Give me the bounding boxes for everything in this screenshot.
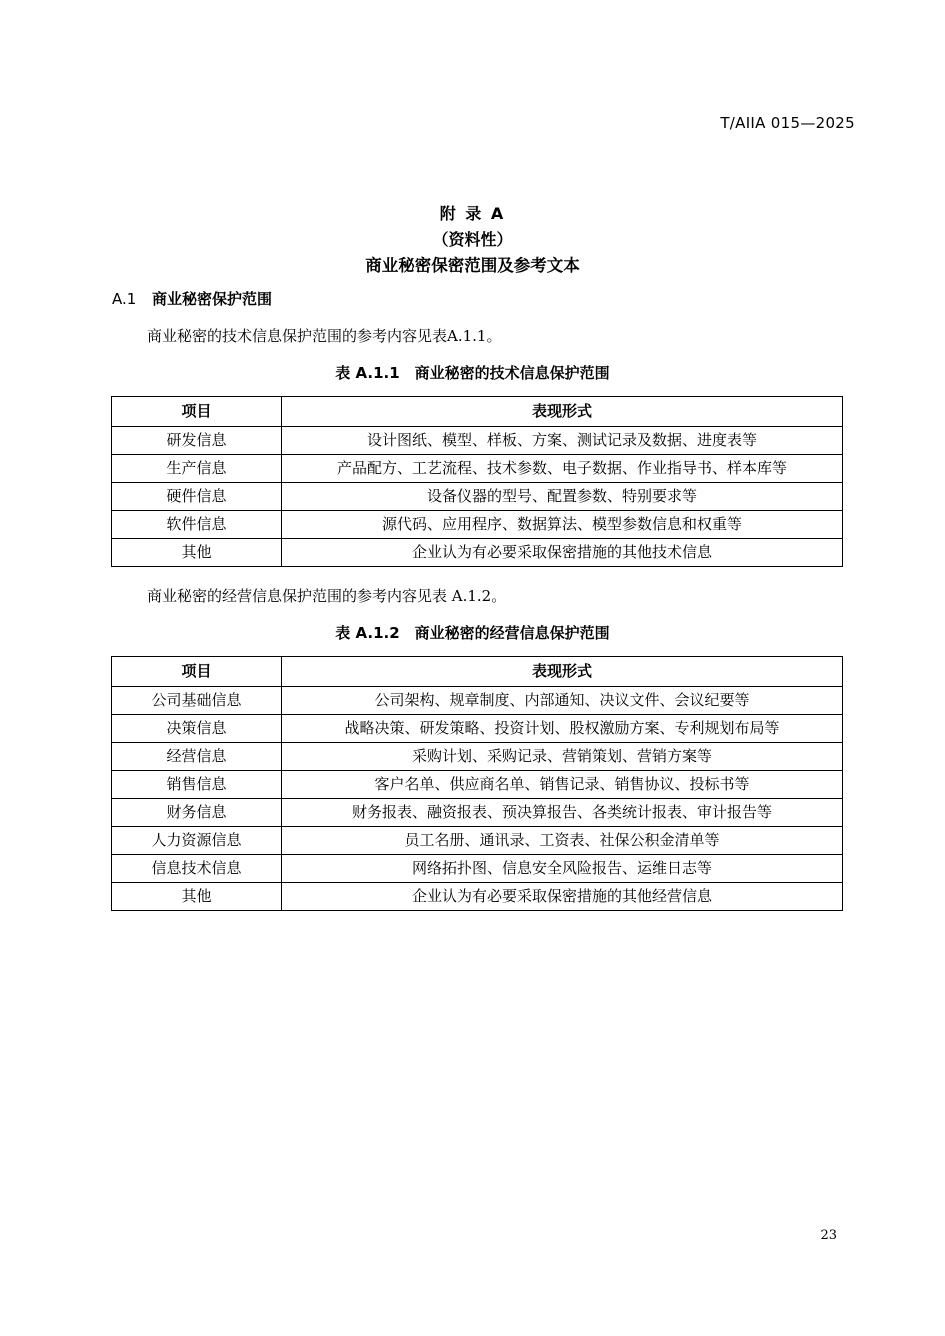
section-heading [112, 288, 272, 309]
row-form: 企业认为有必要采取保密措施的其他技术信息 [282, 539, 843, 567]
row-item: 其他 [112, 883, 282, 911]
row-form: 网络拓扑图、信息安全风险报告、运维日志等 [282, 855, 843, 883]
table-row [112, 743, 843, 771]
table-row [112, 799, 843, 827]
table-row [112, 539, 843, 567]
row-form: 员工名册、通讯录、工资表、社保公积金清单等 [282, 827, 843, 855]
row-form: 企业认为有必要采取保密措施的其他经营信息 [282, 883, 843, 911]
table-row [112, 427, 843, 455]
technical-info-table [111, 396, 843, 567]
table-header-row [112, 657, 843, 687]
business-info-table [111, 656, 843, 911]
row-form: 财务报表、融资报表、预决算报告、各类统计报表、审计报告等 [282, 799, 843, 827]
table1-caption: 表 A.1.1 商业秘密的技术信息保护范围 [335, 364, 610, 382]
appendix-document-title: 商业秘密保密范围及参考文本 [365, 256, 580, 275]
row-item: 公司基础信息 [112, 687, 282, 715]
intro-paragraph-2: 商业秘密的经营信息保护范围的参考内容见表 A.1.2。 [147, 587, 507, 605]
column-header-item: 项目 [112, 397, 282, 427]
page-number: 23 [820, 1228, 837, 1243]
table-row [112, 771, 843, 799]
section-number: A.1 [112, 290, 137, 308]
column-header-item: 项目 [112, 657, 282, 687]
row-item: 财务信息 [112, 799, 282, 827]
row-form: 采购计划、采购记录、营销策划、营销方案等 [282, 743, 843, 771]
table-row [112, 883, 843, 911]
row-form: 设计图纸、模型、样板、方案、测试记录及数据、进度表等 [282, 427, 843, 455]
table-row [112, 827, 843, 855]
row-form: 战略决策、研发策略、投资计划、股权激励方案、专利规划布局等 [282, 715, 843, 743]
table2-caption: 表 A.1.2 商业秘密的经营信息保护范围 [335, 624, 610, 642]
row-item: 研发信息 [112, 427, 282, 455]
row-item: 硬件信息 [112, 483, 282, 511]
row-form: 源代码、应用程序、数据算法、模型参数信息和权重等 [282, 511, 843, 539]
row-item: 生产信息 [112, 455, 282, 483]
row-form: 设备仪器的型号、配置参数、特别要求等 [282, 483, 843, 511]
column-header-form: 表现形式 [282, 397, 843, 427]
row-form: 公司架构、规章制度、内部通知、决议文件、会议纪要等 [282, 687, 843, 715]
row-item: 信息技术信息 [112, 855, 282, 883]
row-item: 人力资源信息 [112, 827, 282, 855]
appendix-nature: （资料性） [432, 230, 513, 249]
document-code: T/AIIA 015—2025 [720, 114, 855, 132]
table-row [112, 455, 843, 483]
table-row [112, 855, 843, 883]
row-form: 产品配方、工艺流程、技术参数、电子数据、作业指导书、样本库等 [282, 455, 843, 483]
table-row [112, 483, 843, 511]
table-row [112, 687, 843, 715]
row-item: 销售信息 [112, 771, 282, 799]
section-title: 商业秘密保护范围 [152, 290, 273, 308]
column-header-form: 表现形式 [282, 657, 843, 687]
row-item: 软件信息 [112, 511, 282, 539]
row-item: 其他 [112, 539, 282, 567]
row-form: 客户名单、供应商名单、销售记录、销售协议、投标书等 [282, 771, 843, 799]
appendix-title: 附 录 A [439, 204, 506, 223]
row-item: 决策信息 [112, 715, 282, 743]
table-header-row [112, 397, 843, 427]
table-row [112, 715, 843, 743]
row-item: 经营信息 [112, 743, 282, 771]
table-row [112, 511, 843, 539]
intro-paragraph-1: 商业秘密的技术信息保护范围的参考内容见表A.1.1。 [147, 327, 502, 345]
